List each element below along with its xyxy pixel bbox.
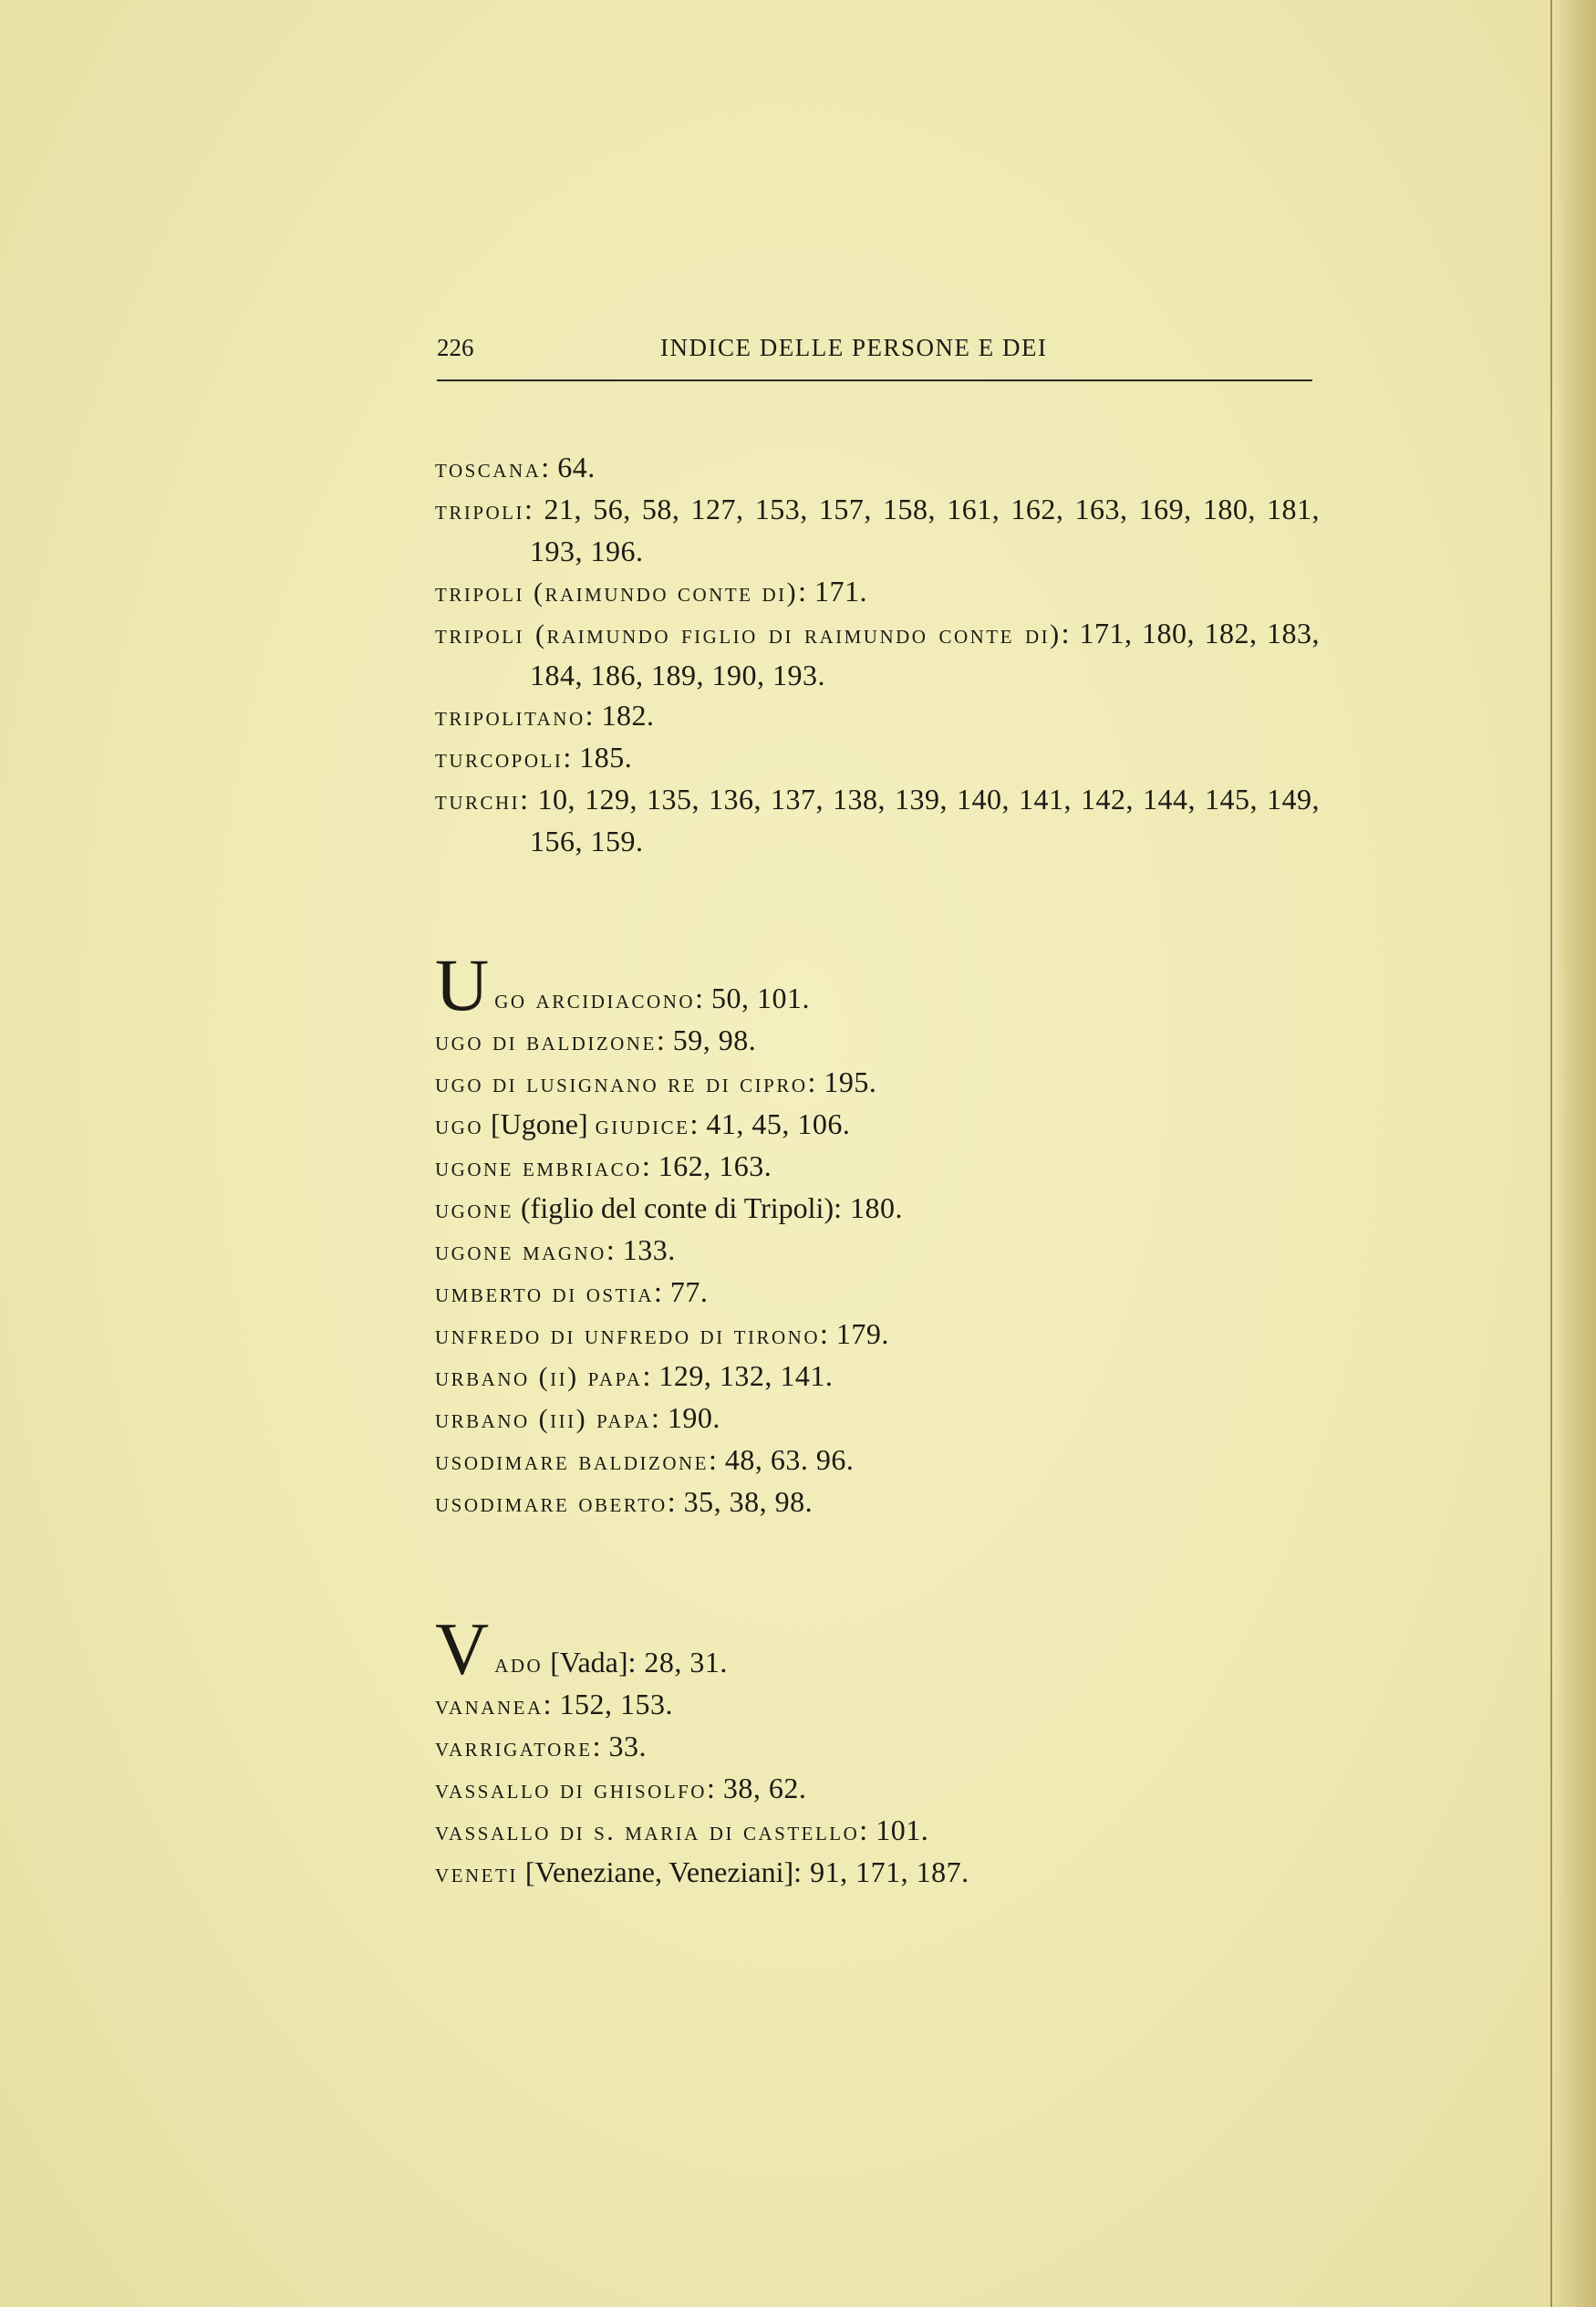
index-entry	[435, 1810, 1320, 1852]
index-section-v	[435, 1607, 1320, 1894]
entry-name: umberto di ostia	[435, 1278, 655, 1308]
entry-refs: : 64.	[541, 451, 596, 483]
index-entry	[435, 613, 1320, 695]
entry-name: turcopoli	[435, 743, 564, 774]
entry-refs: : 182.	[585, 699, 655, 732]
entry-name: ugo	[435, 1110, 483, 1140]
section-gap	[435, 861, 1320, 958]
entry-name: ugone embriaco	[435, 1152, 642, 1182]
entry-name: varrigatore	[435, 1732, 593, 1762]
entry-name: ugone magno	[435, 1236, 606, 1266]
entry-name: urbano (ii) papa	[435, 1362, 643, 1392]
index-body	[435, 447, 1320, 1894]
entry-name: tripoli (raimundo figlio di raimundo conte di)	[435, 619, 1062, 649]
page-header	[437, 330, 1312, 381]
drop-cap: V	[435, 1607, 490, 1690]
entry-name: ugo di baldizone	[435, 1026, 657, 1056]
entry-refs: : 195.	[807, 1065, 877, 1098]
entry-note: (figlio del conte di Tripoli)	[521, 1191, 834, 1224]
entry-refs: : 185.	[563, 741, 633, 774]
index-entry	[435, 1852, 1320, 1894]
entry-name: toscana	[435, 453, 542, 483]
entry-note: [Veneziane, Veneziani]	[524, 1855, 794, 1888]
entry-name: vananea	[435, 1690, 544, 1720]
index-entry	[435, 695, 1320, 737]
index-entry	[435, 1439, 1320, 1481]
index-entry	[435, 1607, 1320, 1690]
index-entry	[435, 1020, 1320, 1062]
section-gap	[435, 1523, 1320, 1622]
index-entry	[435, 779, 1320, 861]
entry-refs: : 77.	[654, 1275, 709, 1308]
entry-name: usodimare baldizone	[435, 1446, 709, 1476]
drop-cap: U	[435, 943, 490, 1026]
index-section-u	[435, 943, 1320, 1523]
entry-refs: : 48, 63. 96.	[709, 1443, 855, 1476]
index-entry	[435, 1062, 1320, 1104]
entry-name: go arcidiacono	[494, 984, 696, 1014]
index-entry	[435, 447, 1320, 489]
index-entry	[435, 1272, 1320, 1314]
entry-refs: : 10, 129, 135, 136, 137, 138, 139, 140, 141, 142, 144, 145, 149, 156, 159.	[520, 783, 1320, 857]
entry-refs: : 171.	[798, 575, 868, 608]
entry-name: ugo di lusignano re di cipro	[435, 1068, 808, 1098]
entry-refs: : 91, 171, 187.	[793, 1855, 969, 1888]
entry-name: tripolitano	[435, 701, 586, 732]
entry-refs: : 133.	[606, 1233, 676, 1266]
entry-name-cont: giudice	[595, 1110, 690, 1140]
entry-note: [Ugone]	[491, 1107, 588, 1140]
entry-refs: : 129, 132, 141.	[642, 1359, 834, 1392]
index-entry	[435, 1398, 1320, 1439]
entry-refs: : 171, 180, 182, 183, 184, 186, 189, 190, 193.	[530, 617, 1320, 691]
index-entry	[435, 571, 1320, 613]
page-number: 226	[437, 334, 474, 361]
entry-refs: : 59, 98.	[656, 1024, 757, 1056]
index-entry	[435, 1230, 1320, 1272]
running-title: INDICE DELLE PERSONE E DEI	[660, 334, 1048, 361]
page-edge	[1550, 0, 1596, 2307]
index-entry	[435, 1104, 1320, 1146]
entry-refs: : 35, 38, 98.	[667, 1485, 814, 1518]
index-entry	[435, 1356, 1320, 1398]
entry-name: tripoli (raimundo conte di)	[435, 577, 799, 608]
index-entry	[435, 737, 1320, 779]
entry-name: ugone	[435, 1194, 513, 1224]
index-entry	[435, 1726, 1320, 1768]
index-section-t	[435, 447, 1320, 861]
entry-name: unfredo di unfredo di tirono	[435, 1320, 820, 1350]
entry-refs: : 152, 153.	[543, 1688, 674, 1720]
entry-note: [Vada]	[550, 1646, 628, 1678]
entry-refs: : 101.	[859, 1813, 929, 1846]
entry-name: vassallo di s. maria di castello	[435, 1816, 860, 1846]
index-entry	[435, 1684, 1320, 1726]
entry-refs: : 38, 62.	[706, 1772, 807, 1804]
entry-name: ado	[494, 1648, 544, 1678]
index-entry	[435, 1314, 1320, 1356]
entry-name: usodimare oberto	[435, 1488, 668, 1518]
index-entry	[435, 1481, 1320, 1523]
entry-refs: : 180.	[834, 1191, 903, 1224]
entry-name: urbano (iii) papa	[435, 1404, 651, 1434]
entry-name: vassallo di ghisolfo	[435, 1774, 707, 1804]
entry-refs: : 33.	[592, 1730, 647, 1762]
index-entry	[435, 1188, 1320, 1230]
entry-name: veneti	[435, 1858, 518, 1888]
entry-refs: : 50, 101.	[695, 982, 810, 1014]
entry-refs: : 28, 31.	[627, 1646, 728, 1678]
entry-refs: : 162, 163.	[641, 1149, 772, 1182]
index-entry	[435, 1768, 1320, 1810]
entry-name: turchi	[435, 785, 521, 816]
entry-name: tripoli	[435, 495, 524, 525]
index-entry	[435, 489, 1320, 571]
entry-refs: : 190.	[650, 1401, 720, 1434]
entry-refs: : 41, 45, 106.	[689, 1107, 851, 1140]
entry-refs: : 179.	[820, 1317, 889, 1350]
index-entry	[435, 943, 1320, 1026]
entry-refs: : 21, 56, 58, 127, 153, 157, 158, 161, 162, 163, 169, 180, 181, 193, 196.	[524, 493, 1320, 567]
index-entry	[435, 1146, 1320, 1188]
